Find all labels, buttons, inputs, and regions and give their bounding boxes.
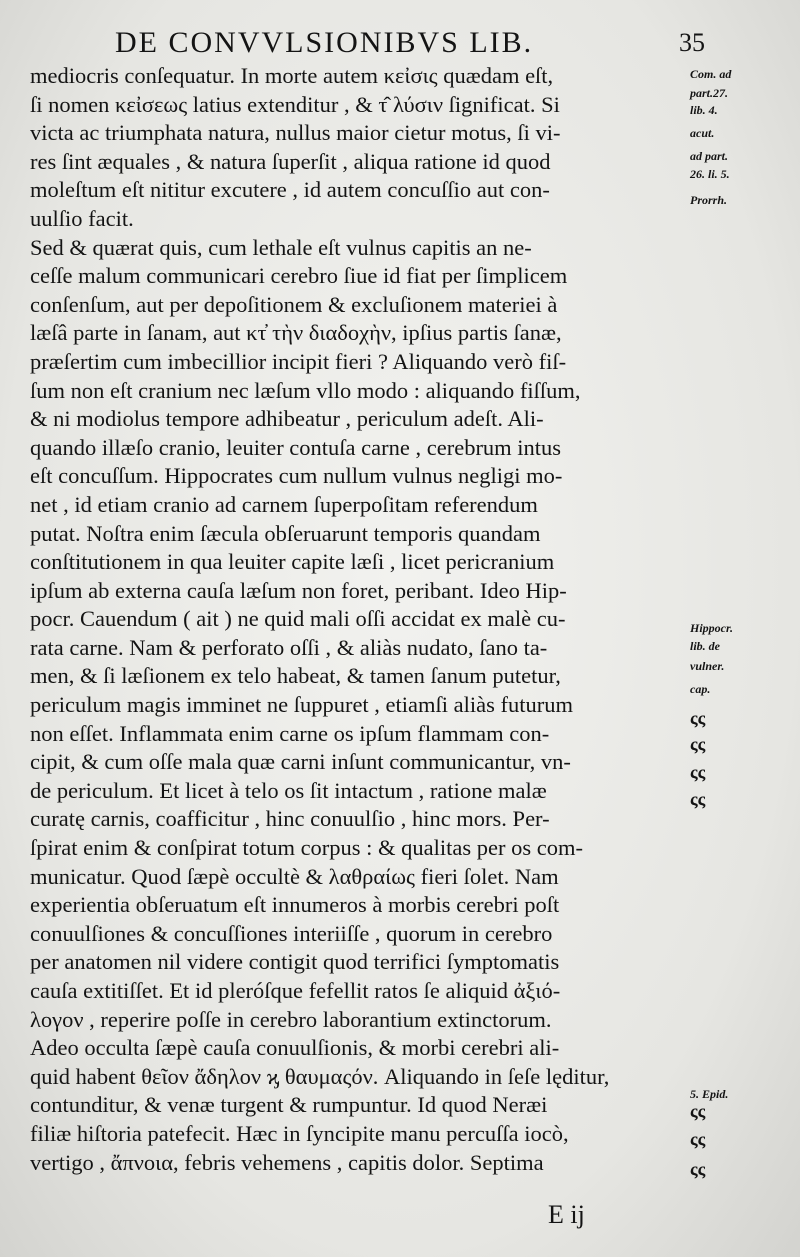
margin-note: vulner.	[690, 659, 725, 673]
margin-note: acut.	[690, 126, 715, 140]
text-line: λογον , reperire poſſe in cerebro laborantium extinctorum.	[30, 1006, 552, 1032]
text-line: ſum non eſt cranium nec læſum vllo modo : aliquando fiſſum,	[30, 377, 581, 403]
text-line: res ſint æquales , & natura ſuperſit , aliqua ratione id quod	[30, 148, 551, 174]
margin-note: 26. li. 5.	[690, 167, 730, 181]
text-line: cipit, & cum oſſe mala quæ carni inſunt communicantur, vn-	[30, 749, 571, 775]
running-head: DE CONVVLSIONIBVS LIB.	[115, 26, 534, 59]
text-line: mediocris conſequatur. In morte autem κεἰσις quædam eſt,	[30, 63, 554, 88]
text-line: cauſa extitiſſet. Et id pleróſque fefellit ratos ſe aliquid ἀξιό-	[30, 978, 561, 1003]
text-line: moleſtum eſt nititur excutere , id autem concuſſio aut con-	[30, 177, 550, 203]
body-text	[30, 62, 690, 1177]
text-line: non eſſet. Inflammata enim carne os ipſum flammam con-	[30, 720, 550, 746]
margin-note: 5. Epid.	[690, 1087, 729, 1101]
text-line: uulſio facit.	[30, 205, 134, 231]
text-line: net , id etiam cranio ad carnem ſuperpoſitam referendum	[30, 491, 538, 517]
text-line: rata carne. Nam & perforato oſſi , & aliàs nudato, ſano ta-	[30, 634, 548, 660]
text-line: de periculum. Et licet à telo os ſit intactum , ratione malæ	[30, 777, 547, 803]
margin-note: Prorrh.	[690, 193, 728, 207]
quotation-mark: ςς	[690, 762, 706, 782]
text-line: ipſum ab externa cauſa læſum non foret, peribant. Ideo Hip-	[30, 577, 567, 603]
text-line: ceſſe malum communicari cerebro ſiue id fiat per ſimplicem	[30, 263, 568, 289]
text-line: ſi nomen κεἰσεως latius extenditur , & τ̂ λύσιν ſignificat. Si	[30, 91, 560, 117]
text-line: læſâ parte in ſanam, aut κτ̓ τὴν διαδοχὴν, ipſius partis ſanæ,	[30, 320, 562, 346]
text-line: Sed & quærat quis, cum lethale eſt vulnus capitis an ne-	[30, 234, 532, 260]
text-line: curatę carnis, coafficitur , hinc conuulſio , hinc mors. Per-	[30, 806, 550, 832]
text-line: eſt concuſſum. Hippocrates cum nullum vulnus negligi mo-	[30, 463, 563, 489]
quotation-mark: ςς	[690, 1101, 706, 1121]
text-line: municatur. Quod ſæpè occultè & λαθραίως fieri ſolet. Nam	[30, 863, 559, 889]
quotation-mark: ςς	[690, 1129, 706, 1149]
quotation-mark: ςς	[690, 789, 706, 809]
margin-note: Hippocr.	[690, 621, 734, 635]
text-line: filiæ hiſtoria patefecit. Hæc in ſyncipite manu percuſſa iocò,	[30, 1120, 569, 1146]
text-line: ſpirat enim & conſpirat totum corpus : & qualitas per os com-	[30, 835, 584, 861]
text-line: conſenſum, aut per depoſitionem & excluſionem materiei à	[30, 291, 558, 317]
text-line: pocr. Cauendum ( ait ) ne quid mali oſſi accidat ex malè cu-	[30, 606, 566, 632]
margin-note: lib. 4.	[690, 103, 718, 117]
quotation-mark: ςς	[690, 1159, 706, 1179]
text-line: experientia obſeruatum eſt innumeros à morbis cerebri poſt	[30, 892, 560, 918]
text-line: victa ac triumphata natura, nullus maior cietur motus, ſi vi-	[30, 120, 561, 146]
margin-note: cap.	[690, 682, 711, 696]
margin-note: ad part.	[690, 149, 729, 163]
text-line: conſtitutionem in qua leuiter capite læſi , licet pericranium	[30, 549, 555, 575]
margin-note: part.27.	[690, 86, 729, 100]
signature-mark: E ij	[548, 1200, 585, 1229]
page-number: 35	[679, 28, 705, 57]
text-line: vertigo , ἄπνοια, febris vehemens , capitis dolor. Septima	[30, 1149, 544, 1175]
margin-note: Com. ad	[690, 67, 732, 81]
margin-notes	[690, 0, 800, 1257]
text-line: per anatomen nil videre contigit quod terrifici ſymptomatis	[30, 949, 560, 975]
quotation-mark: ςς	[690, 708, 706, 728]
text-line: men, & ſi læſionem ex telo habeat, & tamen ſanum putetur,	[30, 663, 561, 689]
quotation-mark: ςς	[690, 734, 706, 754]
margin-note: lib. de	[690, 639, 720, 653]
text-line: & ni modiolus tempore adhibeatur , periculum adeſt. Ali-	[30, 406, 544, 432]
text-line: periculum magis imminet ne ſuppuret , etiamſi aliàs futurum	[30, 692, 573, 718]
text-line: quando illæſo cranio, leuiter contuſa carne , cerebrum intus	[30, 434, 562, 460]
text-line: præſertim cum imbecillior incipit fieri ? Aliquando verò fiſ-	[30, 348, 567, 374]
text-line: quid habent θεῖον ἄδηλον ϗ θαυμαςόν. Aliquando in ſeſe lęditur,	[30, 1063, 610, 1089]
text-line: conuulſiones & concuſſiones interiiſſe , quorum in cerebro	[30, 920, 553, 946]
text-line: contunditur, & venæ turgent & rumpuntur. Id quod Neræi	[30, 1092, 548, 1118]
page-header	[105, 26, 705, 60]
text-line: Adeo occulta ſæpè cauſa conuulſionis, & morbi cerebri ali-	[30, 1035, 560, 1061]
text-line: putat. Noſtra enim ſæcula obſeruarunt temporis quandam	[30, 520, 541, 546]
